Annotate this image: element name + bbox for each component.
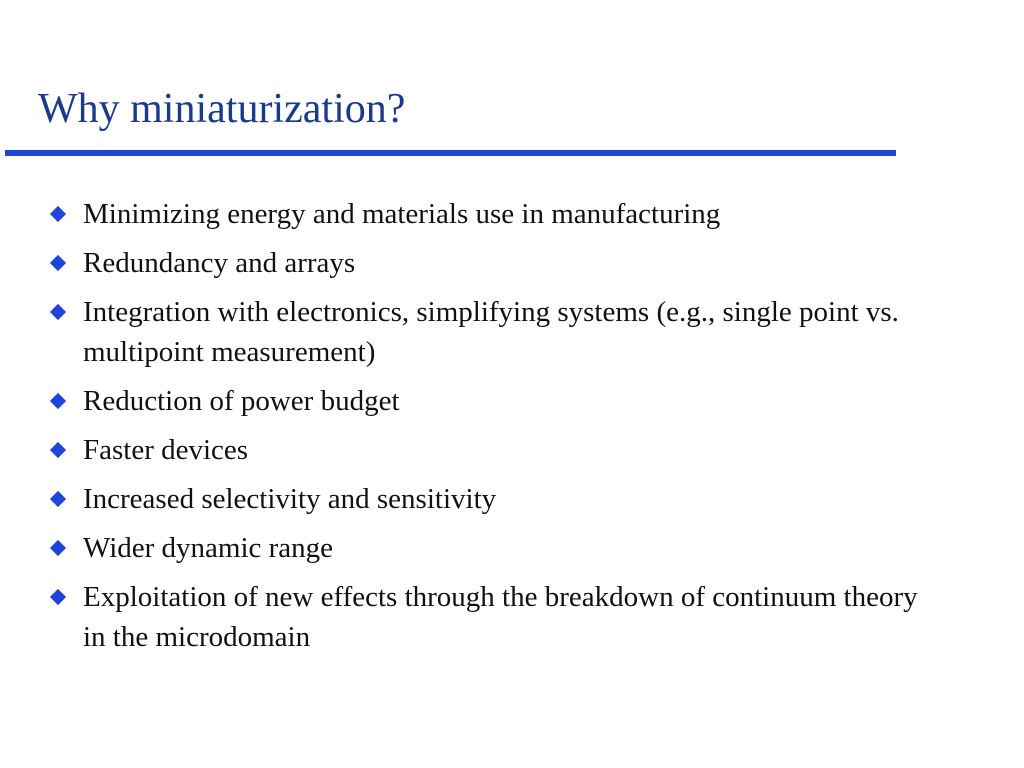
bullet-text: Wider dynamic range [83,532,334,564]
diamond-bullet-icon [49,392,67,410]
bullet-text: Faster devices [83,434,249,466]
bullet-item [0,430,1024,470]
bullet-text: Increased selectivity and sensitivity [83,483,497,515]
slide-title: Why miniaturization? [38,86,406,132]
bullet-item [0,577,1024,657]
bullet-text: Exploitation of new effects through the breakdown of continuum theory in the microdomain [83,581,918,653]
bullet-text: Redundancy and arrays [83,247,356,279]
bullet-text: Integration with electronics, simplifying systems (e.g., single point vs. multipoint measurement) [83,296,899,368]
bullet-item [0,479,1024,519]
diamond-bullet-icon [49,490,67,508]
bullet-item [0,194,1024,234]
bullet-text: Minimizing energy and materials use in manufacturing [83,198,721,230]
bullet-text: Reduction of power budget [83,385,400,417]
bullet-item [0,528,1024,568]
bullet-list [0,194,1024,666]
bullet-item [0,381,1024,421]
diamond-bullet-icon [49,441,67,459]
diamond-bullet-icon [49,588,67,606]
diamond-bullet-icon [49,205,67,223]
title-underline [5,150,896,156]
diamond-bullet-icon [49,254,67,272]
diamond-bullet-icon [49,303,67,321]
diamond-bullet-icon [49,539,67,557]
bullet-item [0,292,1024,372]
bullet-item [0,243,1024,283]
